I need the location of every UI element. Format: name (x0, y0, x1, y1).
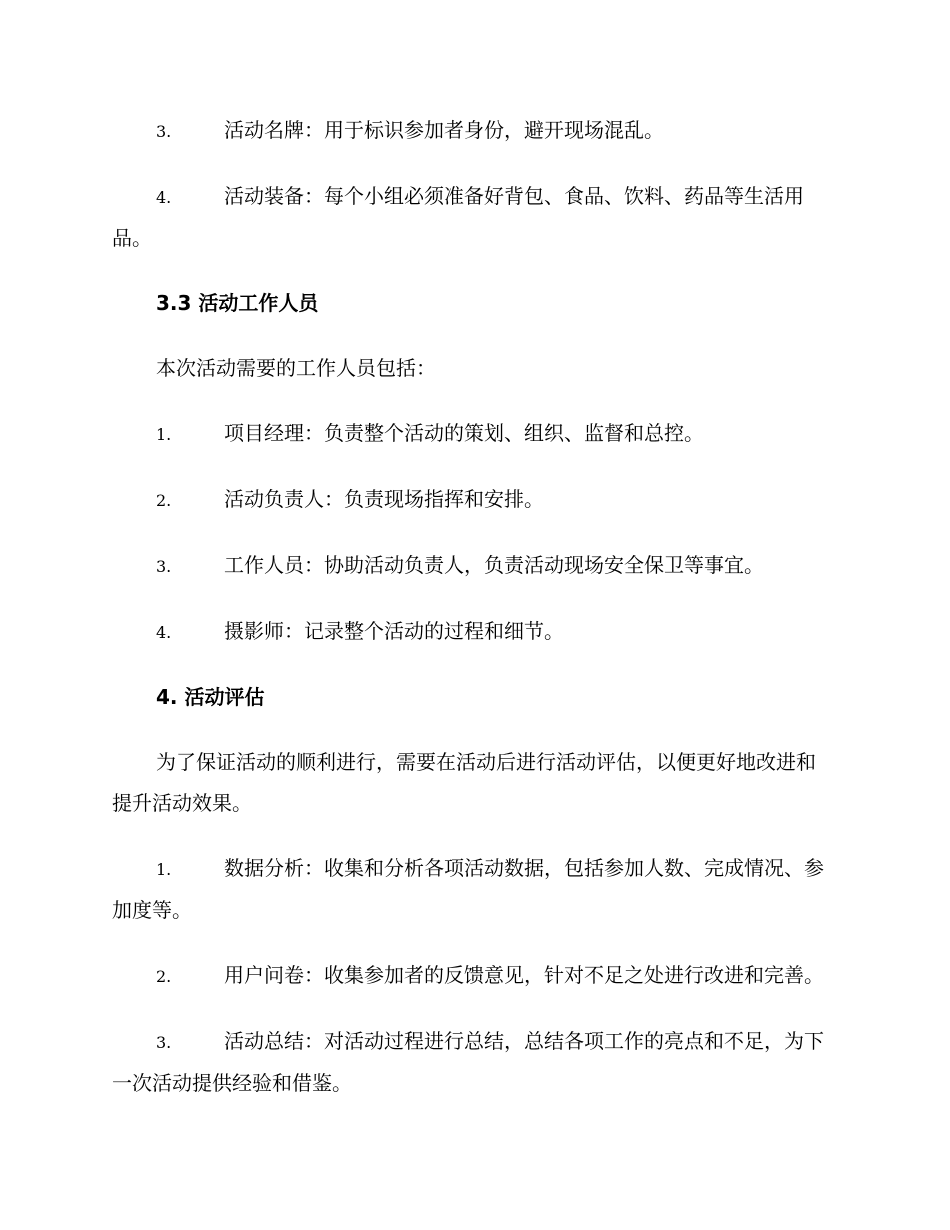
list-item-text: 活动装备：每个小组必须准备好背包、食品、饮料、药品等生活用品。 (112, 184, 804, 250)
list-item (112, 176, 832, 259)
list-item (112, 1021, 832, 1104)
list-item-text: 用户问卷：收集参加者的反馈意见，针对不足之处进行改进和完善。 (224, 963, 824, 987)
list-item (112, 110, 832, 152)
section-heading: 3.3 活动工作人员 (156, 291, 319, 315)
list-item-text: 活动负责人：负责现场指挥和安排。 (224, 487, 544, 511)
list-item (112, 545, 832, 587)
list-item (112, 413, 832, 455)
list-item-text: 活动名牌：用于标识参加者身份，避开现场混乱。 (224, 118, 664, 142)
list-item-number: 1. (156, 425, 172, 444)
list-item-text: 摄影师：记录整个活动的过程和细节。 (224, 619, 564, 643)
list-item-number: 4. (156, 623, 172, 642)
list-item-number: 3. (156, 122, 172, 141)
list-item-number: 1. (156, 860, 172, 879)
list-item-number: 3. (156, 1033, 172, 1052)
list-item-number: 4. (156, 188, 172, 207)
list-item (112, 611, 832, 653)
section-heading: 4. 活动评估 (156, 685, 265, 709)
list-item (112, 848, 832, 931)
list-item (112, 955, 832, 997)
list-item-text: 项目经理：负责整个活动的策划、组织、监督和总控。 (224, 421, 704, 445)
paragraph: 为了保证活动的顺利进行，需要在活动后进行活动评估，以便更好地改进和提升活动效果。 (112, 750, 816, 815)
list-item-text: 活动总结：对活动过程进行总结，总结各项工作的亮点和不足，为下一次活动提供经验和借鉴。 (112, 1029, 824, 1095)
list-item-text: 数据分析：收集和分析各项活动数据，包括参加人数、完成情况、参加度等。 (112, 856, 824, 922)
list-item-number: 3. (156, 557, 172, 576)
list-item (112, 479, 832, 521)
paragraph: 本次活动需要的工作人员包括： (156, 356, 436, 380)
list-item-number: 2. (156, 491, 172, 510)
list-item-text: 工作人员：协助活动负责人，负责活动现场安全保卫等事宜。 (224, 553, 764, 577)
list-item-number: 2. (156, 967, 172, 986)
